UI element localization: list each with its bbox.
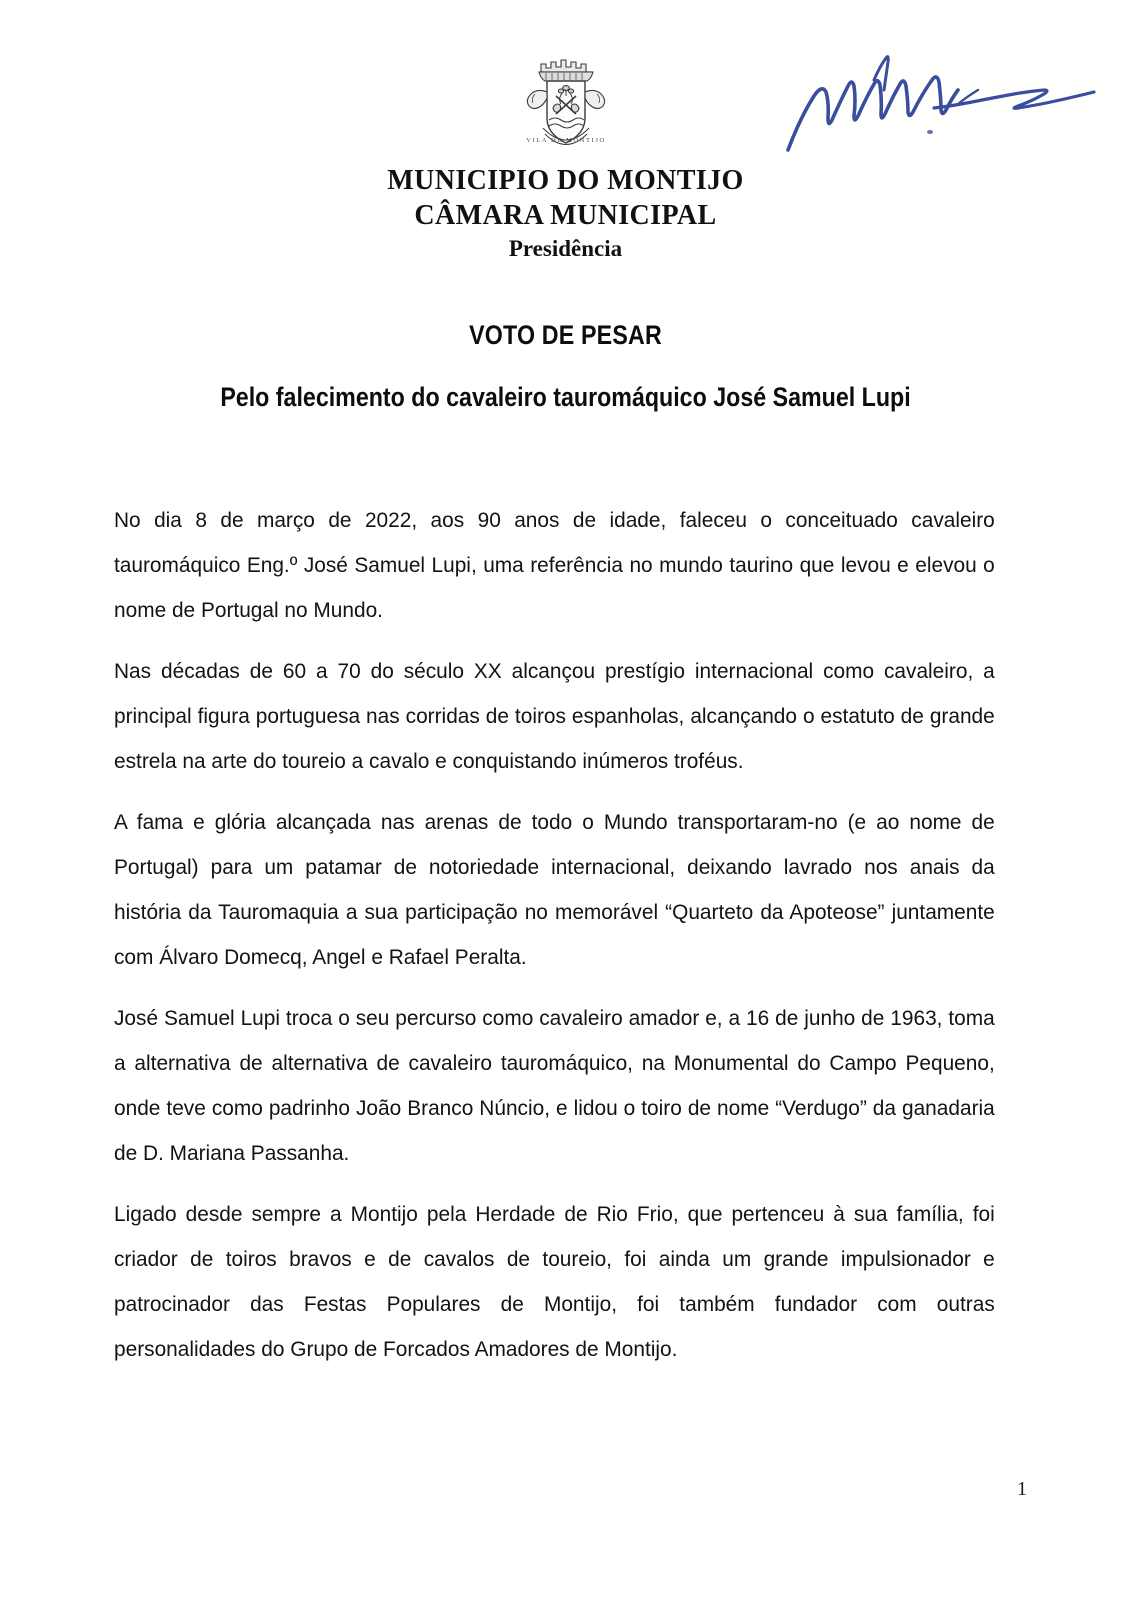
document-body bbox=[114, 498, 1022, 1372]
body-paragraph: Ligado desde sempre a Montijo pela Herdade de Rio Frio, que pertenceu à sua família, foi criador de toiros bravos e de cavalos de toureio, foi ainda um grande impulsionador e patrocinador das Festas Populares de Montijo, foi também fundador com outras personalidades do Grupo de Forcados Amadores de Montijo. bbox=[114, 1202, 995, 1361]
org-line-camara: CÂMARA MUNICIPAL bbox=[414, 200, 717, 231]
signature-ink-icon bbox=[782, 46, 1102, 156]
org-line-presidencia: Presidência bbox=[508, 236, 623, 261]
organization-header bbox=[0, 163, 1131, 264]
body-paragraph: A fama e glória alcançada nas arenas de todo o Mundo transportaram-no (e ao nome de Portugal) para um patamar de notoriedade internacional, deixando lavrado nos anais da história da Tauromaquia a sua participação no memorável “Quarteto da Apoteose” juntamente com Álvaro Domecq, Angel e Rafael Peralta. bbox=[114, 810, 995, 969]
montijo-coat-of-arms-icon bbox=[515, 48, 617, 156]
page-subtitle: Pelo falecimento do cavaleiro tauromáquico José Samuel Lupi bbox=[220, 382, 911, 412]
handwritten-signature bbox=[782, 46, 1102, 156]
org-line-municipality: MUNICIPIO DO MONTIJO bbox=[387, 165, 744, 196]
page-title: VOTO DE PESAR bbox=[469, 320, 662, 350]
page-number: 1 bbox=[1017, 1478, 1027, 1500]
svg-text:VILA DE MONTIJO: VILA DE MONTIJO bbox=[525, 137, 606, 144]
body-paragraph: Nas décadas de 60 a 70 do século XX alcançou prestígio internacional como cavaleiro, a principal figura portuguesa nas corridas de toiros espanholas, alcançando o estatuto de grande estrela na arte do toureio a cavalo e conquistando inúmeros troféus. bbox=[114, 659, 995, 773]
body-paragraph: José Samuel Lupi troca o seu percurso como cavaleiro amador e, a 16 de junho de 1963, toma a alternativa de alternativa de cavaleiro tauromáquico, na Monumental do Campo Pequeno, onde teve como padrinho João Branco Núncio, e lidou o toiro de nome “Verdugo” da ganadaria de D. Mariana Passanha. bbox=[114, 1006, 995, 1165]
body-paragraph: No dia 8 de março de 2022, aos 90 anos de idade, faleceu o conceituado cavaleiro tauromáquico Eng.º José Samuel Lupi, uma referência no mundo taurino que levou e elevou o nome de Portugal no Mundo. bbox=[114, 508, 995, 622]
